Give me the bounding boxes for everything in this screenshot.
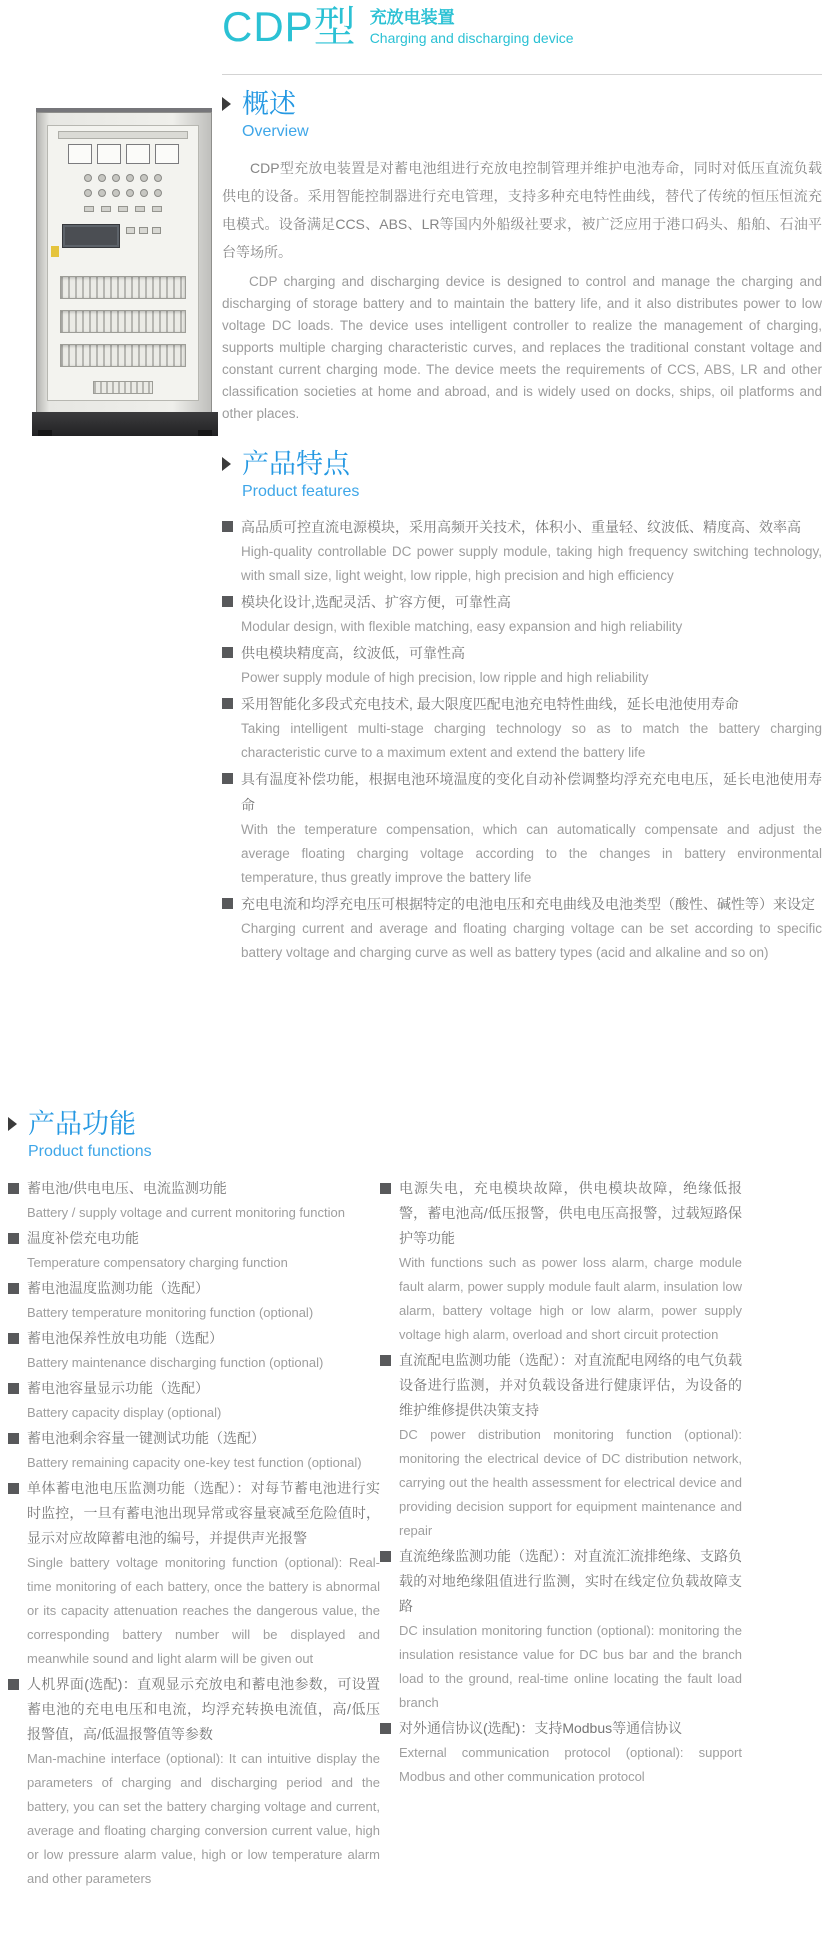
square-bullet-icon [380, 1723, 391, 1734]
feature-text-zh: 采用智能化多段式充电技术, 最大限度匹配电池充电特性曲线，延长电池使用寿命 [241, 696, 739, 712]
function-text-zh: 电源失电，充电模块故障，供电模块故障，绝缘低报警，蓄电池高/低压报警，供电电压高报警，过载短路保护等功能 [399, 1180, 742, 1246]
cabinet-base [32, 412, 218, 436]
digital-display [62, 224, 120, 248]
overview-heading [222, 88, 822, 120]
feature-item [222, 640, 822, 690]
feature-text-en: Power supply module of high precision, low ripple and high reliability [241, 670, 649, 685]
function-text-zh: 单体蓄电池电压监测功能（选配）：对每节蓄电池进行实时监控，一旦有蓄电池出现异常或容量衰减至危险值时，显示对应故障蓄电池的编号，并提供声光报警 [27, 1480, 380, 1546]
functions-heading-zh: 产品功能 [28, 1109, 136, 1139]
square-bullet-icon [8, 1283, 19, 1294]
function-text-zh: 蓄电池温度监测功能（选配） [27, 1280, 209, 1296]
panel-switch [135, 206, 145, 212]
function-item [8, 1672, 380, 1891]
feature-text-zh: 供电模块精度高，纹波低，可靠性高 [241, 645, 465, 661]
product-model: CDP型 [222, 3, 357, 50]
indicator-lamp [84, 189, 92, 197]
features-section [222, 448, 822, 966]
cabinet-slot [58, 131, 188, 139]
cabinet-body [36, 112, 212, 416]
function-text-zh: 蓄电池保养性放电功能（选配） [27, 1330, 223, 1346]
function-text-en: Battery temperature monitoring function (optional) [27, 1305, 314, 1320]
feature-text-en: Modular design, with flexible matching, easy expansion and high reliability [241, 619, 683, 634]
functions-columns [8, 1174, 822, 1892]
features-heading-zh: 产品特点 [242, 449, 350, 479]
function-text-en: Temperature compensatory charging function [27, 1255, 288, 1270]
panel-meter [97, 144, 121, 164]
indicator-lamp [140, 174, 148, 182]
function-text-en: Battery remaining capacity one-key test function (optional) [27, 1455, 362, 1470]
feature-text-zh: 具有温度补偿功能，根据电池环境温度的变化自动补偿调整均浮充充电电压，延长电池使用寿命 [241, 771, 822, 813]
feature-item [222, 589, 822, 639]
function-item [8, 1426, 380, 1475]
indicator-lamp [154, 174, 162, 182]
indicator-lamp-row [56, 174, 190, 182]
square-bullet-icon [222, 596, 233, 607]
function-text-en: Single battery voltage monitoring function (optional): Real-time monitoring of each battery, once the battery is abnormal or its capacity attenuation reaches the dangerous value, the corresponding battery number will be displayed and meanwhile sound and light alarm will be given out [27, 1555, 380, 1666]
indicator-lamp [126, 174, 134, 182]
feature-item [222, 514, 822, 588]
function-item [380, 1176, 742, 1347]
panel-switch [84, 206, 94, 212]
features-heading-en: Product features [242, 483, 360, 500]
function-text-en: With functions such as power loss alarm, charge module fault alarm, power supply module fault alarm, insulation low alarm, battery voltage high or low alarm, power supply voltage high alarm, overload and short circuit protection [399, 1255, 742, 1342]
feature-item [222, 691, 822, 765]
section-arrow-icon [222, 97, 231, 111]
warning-sticker [51, 246, 59, 257]
vent-small [93, 381, 153, 394]
function-text-zh: 蓄电池容量显示功能（选配） [27, 1380, 209, 1396]
feature-text-zh: 充电电流和均浮充电压可根据特定的电池电压和充电曲线及电池类型（酸性、碱性等）来设定 [241, 896, 815, 912]
overview-heading-en: Overview [242, 123, 309, 140]
square-bullet-icon [380, 1355, 391, 1366]
function-item [380, 1348, 742, 1543]
indicator-lamp [126, 189, 134, 197]
function-text-en: Battery / supply voltage and current monitoring function [27, 1205, 345, 1220]
function-item [380, 1544, 742, 1715]
function-text-zh: 直流配电监测功能（选配）：对直流配电网络的电气负载设备进行监测，并对负载设备进行健康评估，为设备的维护维修提供决策支持 [399, 1352, 742, 1418]
function-text-zh: 蓄电池剩余容量一键测试功能（选配） [27, 1430, 265, 1446]
indicator-lamp-row [56, 189, 190, 197]
function-text-zh: 温度补偿充电功能 [27, 1230, 139, 1246]
features-list [222, 514, 822, 965]
panel-meter [68, 144, 92, 164]
square-bullet-icon [222, 898, 233, 909]
feature-item [222, 891, 822, 965]
square-bullet-icon [8, 1483, 19, 1494]
features-heading [222, 448, 822, 480]
display-key-row [126, 227, 161, 234]
functions-heading [8, 1108, 822, 1140]
square-bullet-icon [380, 1183, 391, 1194]
function-text-en: Battery maintenance discharging function (optional) [27, 1355, 324, 1370]
functions-heading-en: Product functions [28, 1143, 152, 1160]
function-item [8, 1376, 380, 1425]
square-bullet-icon [8, 1183, 19, 1194]
cabinet-door [47, 125, 199, 401]
page-header [222, 4, 574, 50]
indicator-lamp [84, 174, 92, 182]
functions-section [8, 1108, 822, 1892]
product-title-zh: 充放电装置 [369, 8, 455, 27]
square-bullet-icon [380, 1551, 391, 1562]
overview-paragraph-en: CDP charging and discharging device is designed to control and manage the charging and discharging of storage battery and to maintain the battery life, and it also distributes power to low voltage DC loads. The device uses intelligent controller to realize the management of charging, supports multiple charging characteristic curves, and replaces the traditional constant voltage and constant current charging mode. The device meets the requirements of CCS, ABS, LR and other classification societies at home and abroad, and is widely used on docks, ships, oil platforms and other places. [222, 274, 822, 421]
section-arrow-icon [8, 1117, 17, 1131]
function-item [8, 1326, 380, 1375]
panel-meter [155, 144, 179, 164]
square-bullet-icon [222, 698, 233, 709]
cabinet-foot [38, 430, 52, 436]
feature-text-en: Charging current and average and floating charging voltage can be set according to specific battery voltage and charging curve as well as battery types (acid and alkaline and so on) [241, 921, 822, 960]
product-title-block [370, 4, 574, 47]
switch-row [48, 206, 198, 212]
functions-list-left [8, 1176, 380, 1892]
square-bullet-icon [8, 1383, 19, 1394]
overview-section [222, 88, 822, 425]
meter-row [48, 144, 198, 164]
function-text-zh: 蓄电池/供电电压、电流监测功能 [27, 1180, 227, 1196]
panel-switch [101, 206, 111, 212]
indicator-lamp [98, 189, 106, 197]
function-text-en: Man-machine interface (optional): It can intuitive display the parameters of charging and discharging period and the battery, you can set the battery charging voltage and current, average and floating charging conversion current value, high or low pressure alarm value, high or low temperature alarm and other parameters [27, 1751, 380, 1886]
cabinet-foot [198, 430, 212, 436]
square-bullet-icon [8, 1679, 19, 1690]
function-text-en: DC insulation monitoring function (optional): monitoring the insulation resistance value for DC bus bar and the branch load to the ground, real-time online locating the fault load branch [399, 1623, 742, 1710]
functions-list-right [380, 1176, 742, 1892]
function-text-zh: 对外通信协议(选配)：支持Modbus等通信协议 [399, 1720, 683, 1736]
feature-text-en: Taking intelligent multi-stage charging technology so as to match the battery charging characteristic curve to a maximum extent and extend the battery life [241, 721, 822, 760]
function-item [380, 1716, 742, 1789]
feature-text-en: With the temperature compensation, which can automatically compensate and adjust the average floating charging voltage according to the changes in battery environmental temperature, thus greatly improve the battery life [241, 822, 822, 885]
product-photo-cabinet [30, 108, 220, 438]
square-bullet-icon [8, 1233, 19, 1244]
function-text-en: External communication protocol (optional): support Modbus and other communication protocol [399, 1745, 742, 1784]
function-text-zh: 直流绝缘监测功能（选配）：对直流汇流排绝缘、支路负载的对地绝缘阻值进行监测，实时在线定位负载故障支路 [399, 1548, 742, 1614]
function-item [8, 1176, 380, 1225]
indicator-lamp [140, 189, 148, 197]
product-title-en: Charging and discharging device [369, 30, 574, 46]
display-key [152, 227, 161, 234]
feature-item [222, 766, 822, 890]
feature-text-zh: 高品质可控直流电源模块，采用高频开关技术，体积小、重量轻、纹波低、精度高、效率高 [241, 519, 801, 535]
overview-heading-zh: 概述 [242, 89, 296, 119]
function-text-en: DC power distribution monitoring function (optional): monitoring the electrical device of DC distribution network, carrying out the health assessment for electrical device and providing decision support for equipment maintenance and repair [399, 1427, 742, 1538]
function-item [8, 1226, 380, 1275]
overview-paragraph-zh: CDP型充放电装置是对蓄电池组进行充放电控制管理并维护电池寿命，同时对低压直流负载供电的设备。采用智能控制器进行充电管理，支持多种充电特性曲线，替代了传统的恒压恒流充电模式。设备满足CCS、ABS、LR等国内外船级社要求，被广泛应用于港口码头、船舶、石油平台等场所。 [222, 160, 822, 260]
function-item [8, 1276, 380, 1325]
square-bullet-icon [222, 647, 233, 658]
header-divider [222, 74, 822, 75]
square-bullet-icon [8, 1433, 19, 1444]
indicator-lamp [154, 189, 162, 197]
vent-louver [60, 276, 186, 299]
function-text-en: Battery capacity display (optional) [27, 1405, 222, 1420]
panel-switch [152, 206, 162, 212]
indicator-lamp [112, 189, 120, 197]
display-key [126, 227, 135, 234]
square-bullet-icon [8, 1333, 19, 1344]
square-bullet-icon [222, 521, 233, 532]
indicator-lamp [98, 174, 106, 182]
function-text-zh: 人机界面(选配)：直观显示充放电和蓄电池参数，可设置蓄电池的充电电压和电流，均浮充转换电流值，高/低压报警值，高/低温报警值等参数 [27, 1676, 380, 1742]
vent-louver [60, 310, 186, 333]
square-bullet-icon [222, 773, 233, 784]
indicator-lamp [112, 174, 120, 182]
feature-text-en: High-quality controllable DC power supply module, taking high frequency switching technology, with small size, light weight, low ripple, high precision and high efficiency [241, 544, 822, 583]
panel-meter [126, 144, 150, 164]
feature-text-zh: 模块化设计,选配灵活、扩容方便，可靠性高 [241, 594, 511, 610]
display-key [139, 227, 148, 234]
vent-louver [60, 344, 186, 367]
panel-switch [118, 206, 128, 212]
section-arrow-icon [222, 457, 231, 471]
function-item [8, 1476, 380, 1671]
